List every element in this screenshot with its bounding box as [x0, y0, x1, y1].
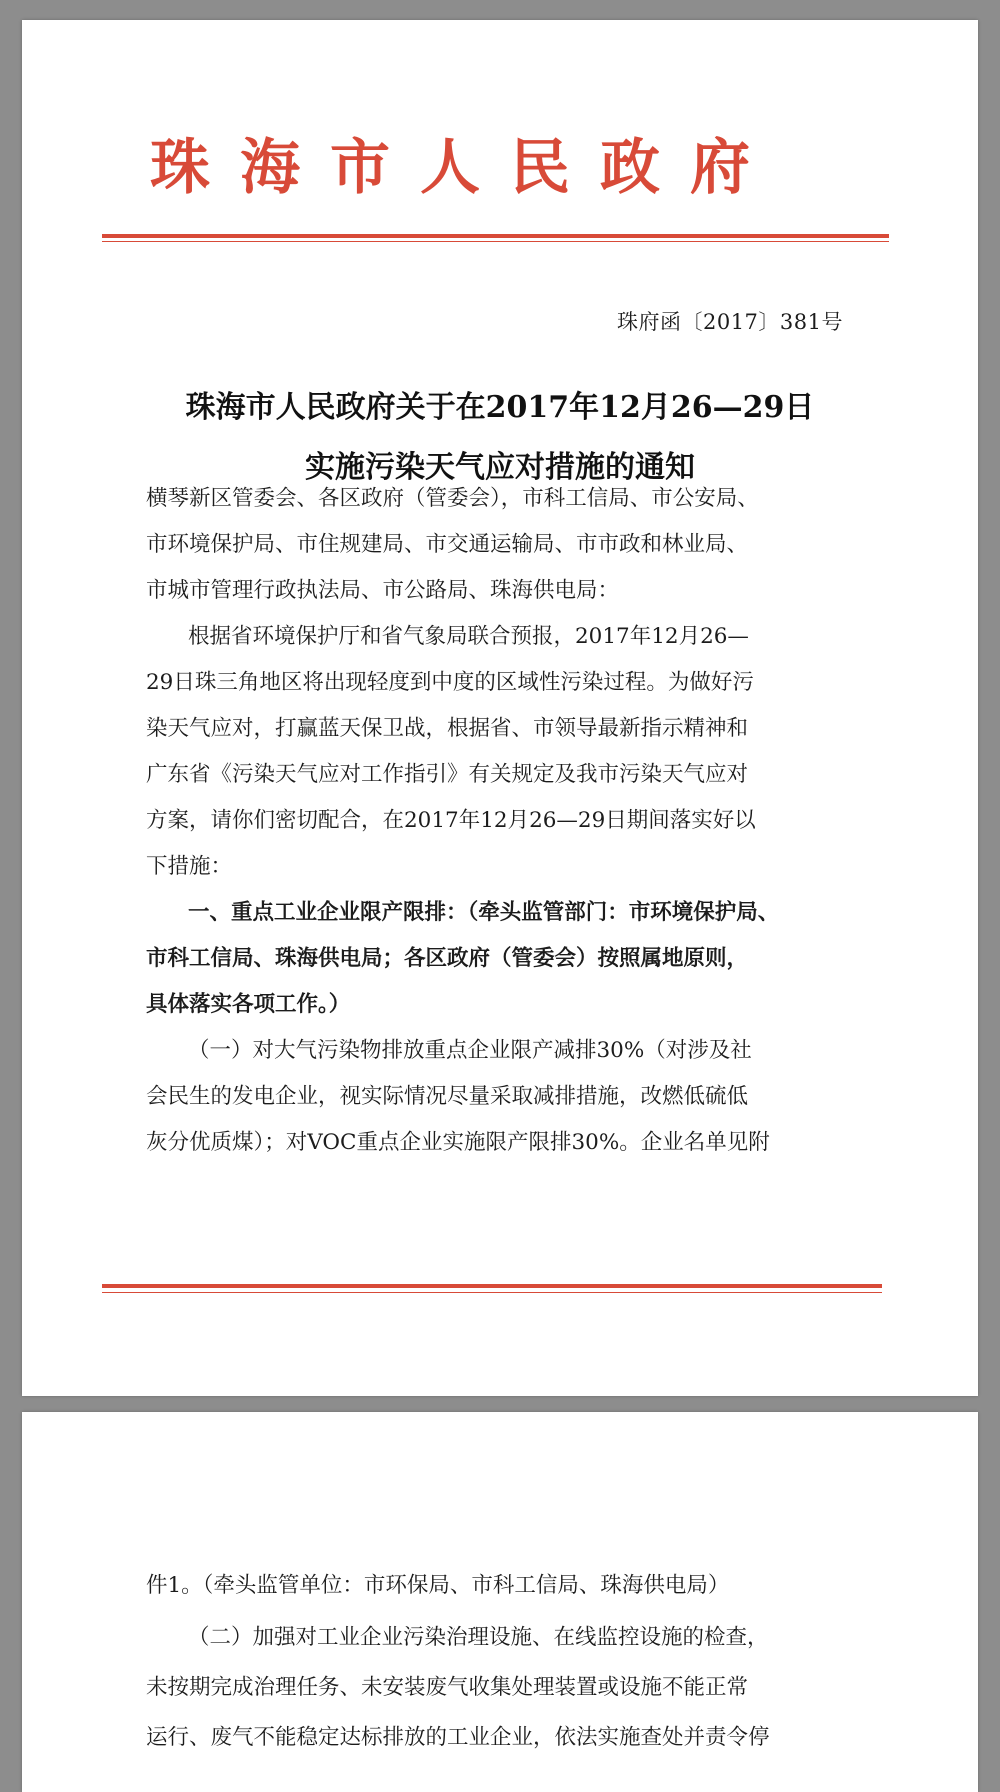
body-text-line: 件1。（牵头监管单位：市环保局、市科工信局、珠海供电局） — [146, 1573, 730, 1598]
body-text-line: （一）对大气污染物排放重点企业限产减排30%（对涉及社 — [188, 1038, 752, 1063]
document-title-line-1: 珠海市人民政府关于在2017年12月26—29日 — [185, 390, 815, 425]
section-heading-line: 一、重点工业企业限产限排：（牵头监管部门：市环境保护局、 — [188, 900, 780, 925]
recipient-line: 市城市管理行政执法局、市公路局、珠海供电局： — [146, 578, 620, 603]
document-page-1 — [22, 20, 978, 1396]
masthead-red-rule — [102, 234, 889, 238]
recipient-line: 横琴新区管委会、各区政府（管委会），市科工信局、市公安局、 — [146, 486, 759, 511]
body-text-line: 未按期完成治理任务、未安装废气收集处理装置或设施不能正常 — [146, 1675, 749, 1700]
body-text-line: 运行、废气不能稳定达标排放的工业企业，依法实施查处并责令停 — [146, 1725, 770, 1750]
footer-red-rule-thin — [102, 1292, 882, 1293]
body-text-line: 会民生的发电企业，视实际情况尽量采取减排措施，改燃低硫低 — [146, 1084, 749, 1109]
body-text-line: 29日珠三角地区将出现轻度到中度的区域性污染过程。为做好污 — [146, 670, 754, 695]
masthead-red-rule-thin — [102, 241, 889, 242]
body-text-line: 下措施： — [146, 854, 233, 879]
issuer-masthead: 珠海市人民政府 — [150, 133, 780, 203]
section-heading-line: 市科工信局、珠海供电局；各区政府（管委会）按照属地原则， — [146, 946, 749, 971]
body-text-line: 根据省环境保护厅和省气象局联合预报，2017年12月26— — [188, 624, 749, 649]
footer-red-rule — [102, 1284, 882, 1288]
body-text-line: 染天气应对，打赢蓝天保卫战，根据省、市领导最新指示精神和 — [146, 716, 749, 741]
document-title-line-2: 实施污染天气应对措施的通知 — [305, 450, 695, 485]
body-text-line: （二）加强对工业企业污染治理设施、在线监控设施的检查， — [188, 1625, 769, 1650]
section-heading-line: 具体落实各项工作。） — [146, 992, 351, 1017]
body-text-line: 方案，请你们密切配合，在2017年12月26—29日期间落实好以 — [146, 808, 756, 833]
recipient-line: 市环境保护局、市住规建局、市交通运输局、市市政和林业局、 — [146, 532, 749, 557]
body-text-line: 灰分优质煤）；对VOC重点企业实施限产限排30%。企业名单见附 — [146, 1130, 770, 1155]
document-page-2 — [22, 1412, 978, 1792]
document-number: 珠府函〔2017〕381号 — [616, 310, 843, 334]
body-text-line: 广东省《污染天气应对工作指引》有关规定及我市污染天气应对 — [146, 762, 749, 787]
